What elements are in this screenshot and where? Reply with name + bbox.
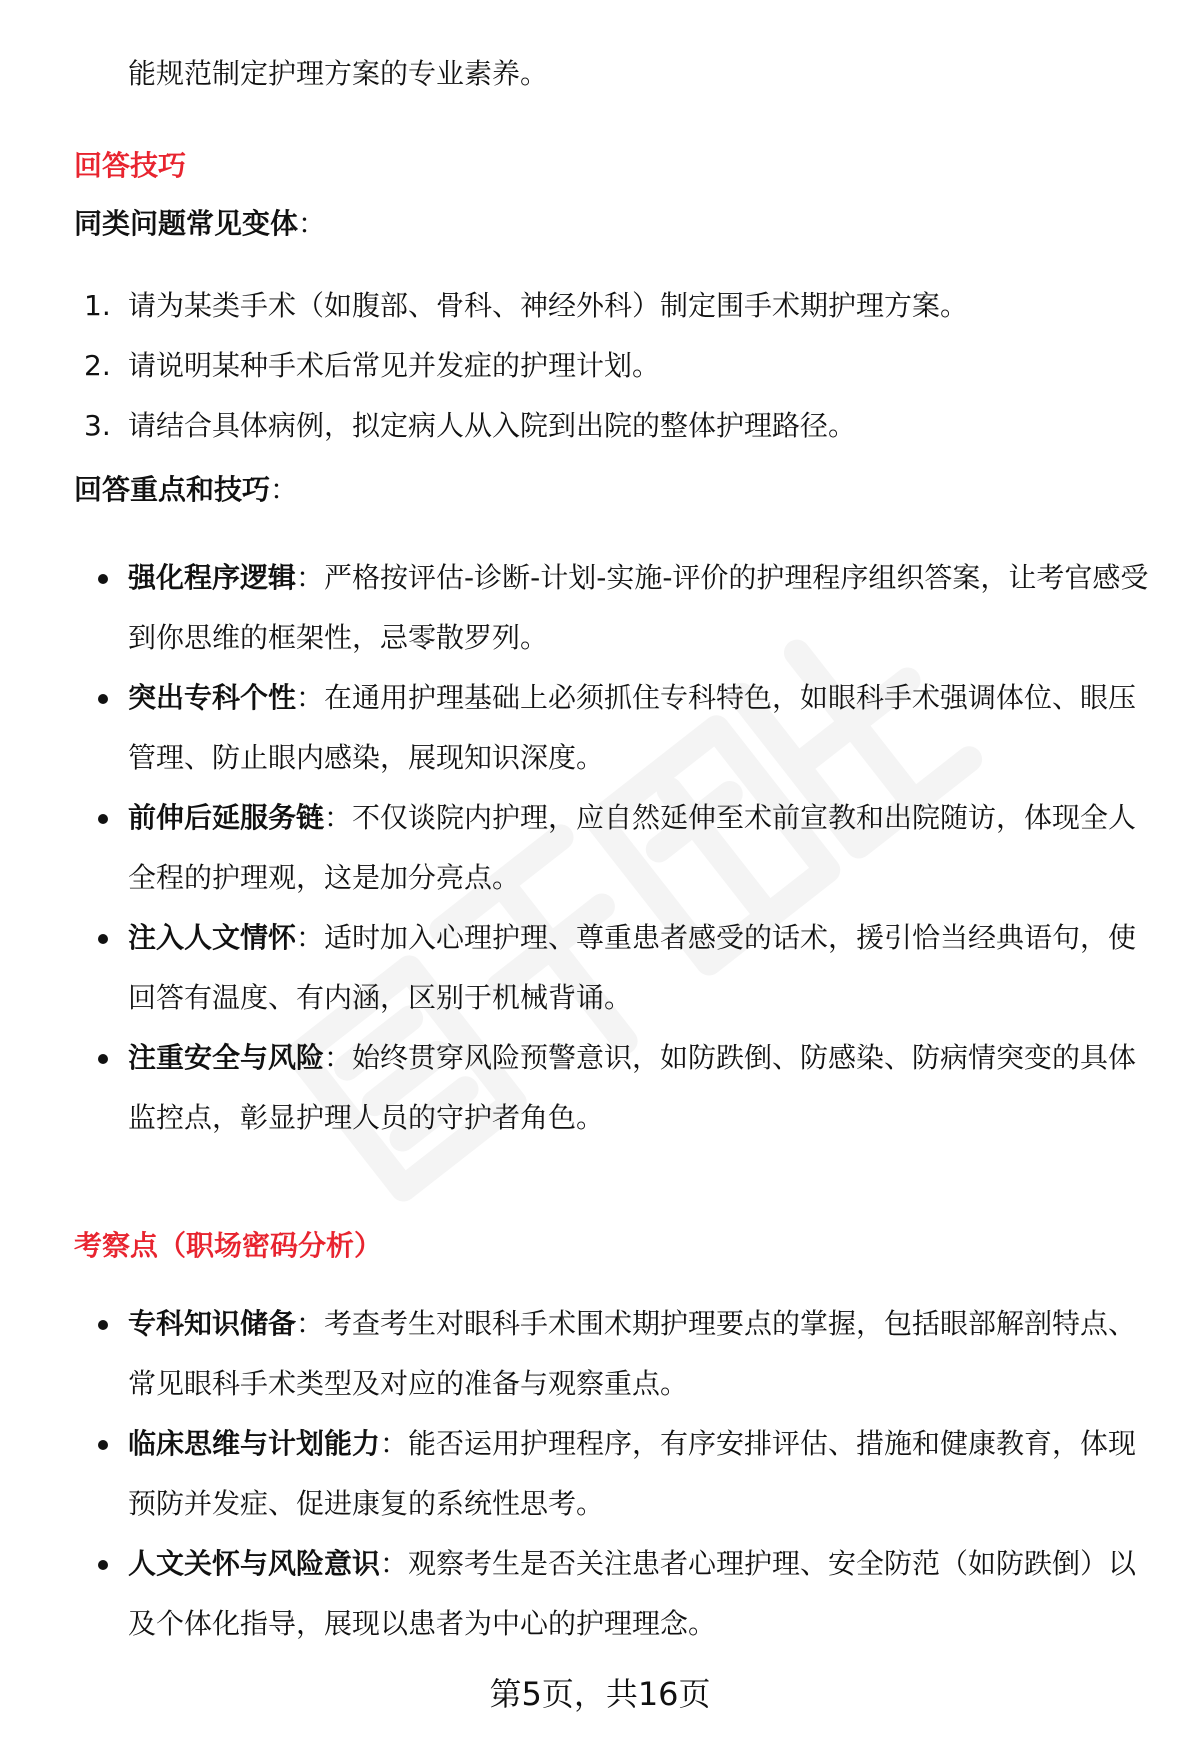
list-item-text: 请说明某种手术后常见并发症的护理计划。 — [128, 349, 661, 382]
list-item — [74, 1414, 1150, 1534]
item-term: 强化程序逻辑 — [128, 561, 297, 594]
bullet-dot — [98, 574, 108, 584]
list-number: 2. — [84, 349, 111, 382]
section-title-tips: 回答技巧 — [74, 149, 187, 182]
list-item — [74, 1028, 1150, 1148]
key-points-list — [74, 548, 1150, 1148]
key-points-label: 回答重点和技巧 — [74, 473, 271, 506]
list-item — [74, 908, 1150, 1028]
item-text: ：观察考生是否关注患者心理护理、安全防范（如防跌倒）以及个体化指导，展现以患者为中心的护理理念。 — [128, 1547, 1137, 1640]
list-item-text: 请为某类手术（如腹部、骨科、神经外科）制定围手术期护理方案。 — [128, 289, 969, 322]
variants-label: 同类问题常见变体 — [74, 207, 299, 240]
item-text: ：适时加入心理护理、尊重患者感受的话术，援引恰当经典语句，使回答有温度、有内涵，区别于机械背诵。 — [128, 921, 1137, 1014]
item-term: 人文关怀与风险意识 — [128, 1547, 381, 1580]
item-term: 注入人文情怀 — [128, 921, 297, 954]
list-item — [74, 336, 1154, 396]
list-item — [74, 788, 1150, 908]
bullet-dot — [98, 1440, 108, 1450]
item-text: ：能否运用护理程序，有序安排评估、措施和健康教育，体现预防并发症、促进康复的系统性思考。 — [128, 1427, 1137, 1520]
item-term: 注重安全与风险 — [128, 1041, 325, 1074]
list-item — [74, 396, 1154, 456]
list-item — [74, 548, 1150, 668]
intro-line: 能规范制定护理方案的专业素养。 — [128, 57, 549, 90]
variants-list — [74, 276, 1154, 456]
variants-colon: ： — [298, 207, 327, 240]
bullet-dot — [98, 1320, 108, 1330]
item-text: ：始终贯穿风险预警意识，如防跌倒、防感染、防病情突变的具体监控点，彰显护理人员的守护者角色。 — [128, 1041, 1137, 1134]
list-item — [74, 276, 1154, 336]
item-term: 专科知识储备 — [128, 1307, 297, 1340]
variants-heading — [74, 204, 326, 244]
item-term: 前伸后延服务链 — [128, 801, 325, 834]
key-points-colon: ： — [270, 473, 299, 506]
item-text: ：不仅谈院内护理，应自然延伸至术前宣教和出院随访，体现全人全程的护理观，这是加分亮点。 — [128, 801, 1137, 894]
item-term: 突出专科个性 — [128, 681, 297, 714]
exam-points-list — [74, 1294, 1150, 1654]
item-text: ：严格按评估-诊断-计划-实施-评价的护理程序组织答案，让考官感受到你思维的框架性，忌零散罗列。 — [128, 561, 1149, 654]
page-number-footer: 第5页，共16页 — [489, 1675, 711, 1713]
list-item — [74, 1534, 1150, 1654]
list-number: 1. — [84, 289, 111, 322]
bullet-dot — [98, 1054, 108, 1064]
bullet-dot — [98, 814, 108, 824]
list-number: 3. — [84, 409, 111, 442]
list-item — [74, 1294, 1150, 1414]
list-item-text: 请结合具体病例，拟定病人从入院到出院的整体护理路径。 — [128, 409, 857, 442]
list-item — [74, 668, 1150, 788]
item-text: ：在通用护理基础上必须抓住专科特色，如眼科手术强调体位、眼压管理、防止眼内感染，展现知识深度。 — [128, 681, 1137, 774]
section-title-exam: 考察点（职场密码分析） — [74, 1229, 383, 1262]
bullet-dot — [98, 1560, 108, 1570]
bullet-dot — [98, 694, 108, 704]
key-points-heading — [74, 470, 298, 510]
bullet-dot — [98, 934, 108, 944]
item-text: ：考查考生对眼科手术围术期护理要点的掌握，包括眼部解剖特点、常见眼科手术类型及对应的准备与观察重点。 — [128, 1307, 1137, 1400]
item-term: 临床思维与计划能力 — [128, 1427, 381, 1460]
